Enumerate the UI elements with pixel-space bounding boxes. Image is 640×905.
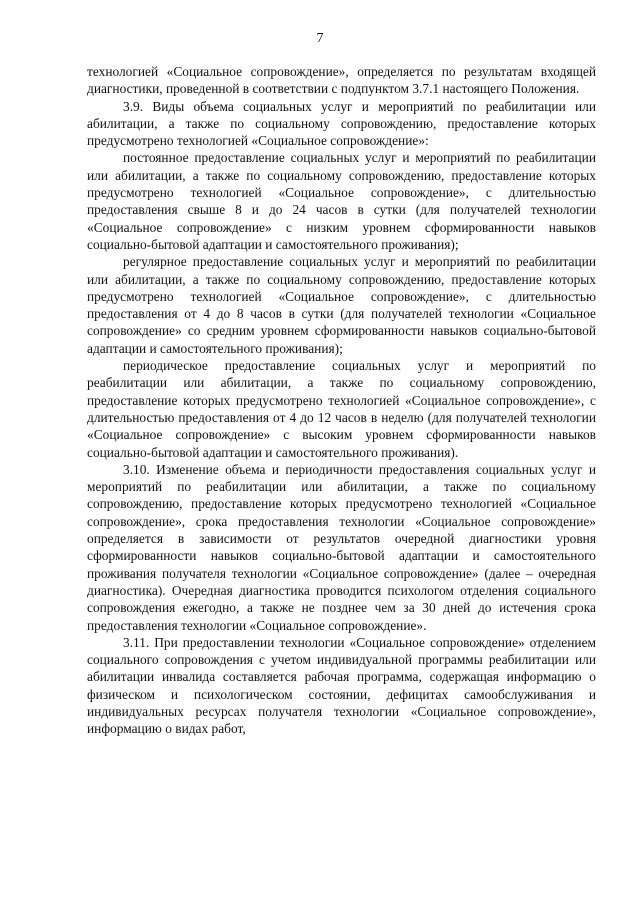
paragraph-3-9: 3.9. Виды объема социальных услуг и мероприятий по реабилитации или абилитации, а также по социальному сопровождению, предоставление которых предусмотрено технологией «Социальное сопровождение»: — [87, 98, 596, 149]
document-body — [87, 63, 596, 738]
paragraph-periodic-service: периодическое предоставление социальных услуг и мероприятий по реабилитации или абилитации, а также по социальному сопровождению, предоставление которых предусмотрено технологией «Социальное сопровождение», с длительностью предоставления от 4 до 12 часов в неделю (для получателей технологии «Социальное сопровождение» с высоким уровнем сформированности навыков социально-бытовой адаптации и самостоятельного проживания). — [87, 358, 596, 460]
paragraph-3-11: 3.11. При предоставлении технологии «Социальное сопровождение» отделением социального сопровождения с учетом индивидуальной программы реабилитации или абилитации инвалида составляется рабочая программа, содержащая информацию о физическом и психологическом состоянии, дефицитах самообслуживания и индивидуальных ресурсах получателя технологии «Социальное сопровождение», информацию о видах работ, — [87, 634, 596, 737]
page-number: 7 — [316, 31, 324, 46]
paragraph-permanent-service: постоянное предоставление социальных услуг и мероприятий по реабилитации или абилитации, а также по социальному сопровождению, предоставление которых предусмотрено технологией «Социальное сопровождение», с длительностью предоставления свыше 8 и до 24 часов в сутки (для получателей технологии «Социальное сопровождение» с низким уровнем сформированности навыков социально-бытовой адаптации и самостоятельного проживания); — [87, 150, 596, 252]
paragraph-continuation: технологией «Социальное сопровождение», определяется по результатам входящей диагностики, проведенной в соответствии с подпунктом 3.7.1 настоящего Положения. — [87, 64, 596, 97]
paragraph-3-10: 3.10. Изменение объема и периодичности предоставления социальных услуг и мероприятий по реабилитации или абилитации, а также по социальному сопровождению, предоставление которых предусмотрено технологией «Социальное сопровождение», срока предоставления технологии «Социальное сопровождение» определяется в зависимости от результатов очередной диагностики уровня сформированности навыков социально-бытовой адаптации и самостоятельного проживания получателя технологии «Социальное сопровождение» (далее – очередная диагностика). Очередная диагностика проводится психологом отделения социального сопровождения ежегодно, а также не позднее чем за 30 дней до истечения срока предоставления технологии «Социальное сопровождение». — [87, 461, 596, 633]
paragraph-regular-service: регулярное предоставление социальных услуг и мероприятий по реабилитации или абилитации, а также по социальному сопровождению, предоставление которых предусмотрено технологией «Социальное сопровождение», с длительностью предоставления от 4 до 8 часов в сутки (для получателей технологии «Социальное сопровождение» со средним уровнем сформированности навыков социально-бытовой адаптации и самостоятельного проживания); — [87, 254, 596, 356]
